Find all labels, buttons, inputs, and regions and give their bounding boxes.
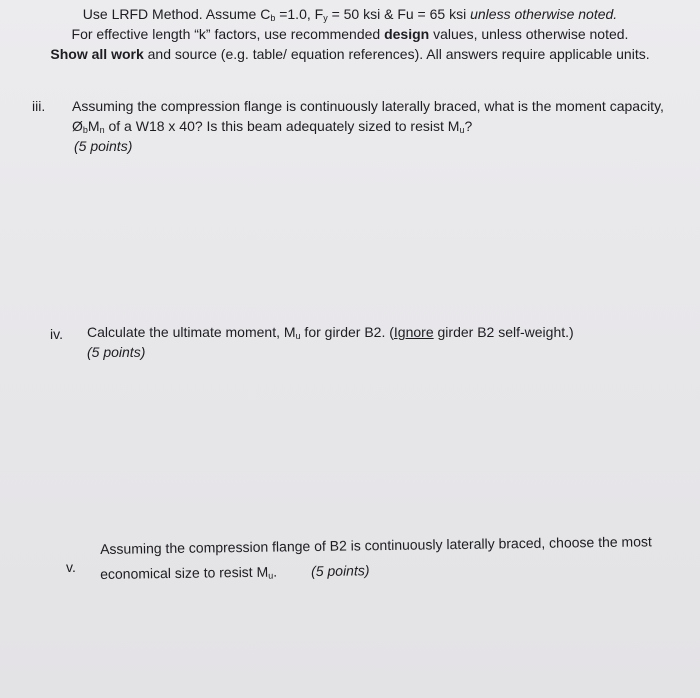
question-iii-number: iii. bbox=[32, 98, 46, 114]
instructions-line-3: Show all work and source (e.g. table/ equation references). All answers require applicable units. bbox=[50, 46, 650, 62]
instructions-line-1: Use LRFD Method. Assume $C_b =1.0$, $F_y = 50$ ksi & Fu = 65 ksi unless otherwise noted. bbox=[82, 6, 618, 23]
question-iii-line-1: Assuming the compression flange is continuously laterally braced, what is the moment capacity, bbox=[72, 98, 664, 114]
question-v-line-2: economical size to resist $M_u$. (5 points) bbox=[100, 562, 370, 582]
question-v-number: v. bbox=[66, 559, 76, 575]
question-iv-number: iv. bbox=[50, 326, 63, 342]
question-iv-line-1: Calculate the ultimate moment, $M_u$ for girder B2. (Ignore girder B2 self-weight.) bbox=[87, 324, 574, 341]
question-iii-line-2: $Ø_bM_n$ of a W18 x 40? Is this beam adequately sized to resist $M_u$? bbox=[72, 118, 473, 135]
instructions-header bbox=[0, 4, 700, 64]
question-v-line-1: Assuming the compression flange of B2 is continuously laterally braced, choose the most bbox=[100, 533, 652, 557]
question-iv-points: (5 points) bbox=[87, 344, 146, 360]
question-iii-points: (5 points) bbox=[74, 138, 133, 154]
instructions-line-2: For effective length “k” factors, use recommended design values, unless otherwise noted. bbox=[71, 26, 629, 42]
